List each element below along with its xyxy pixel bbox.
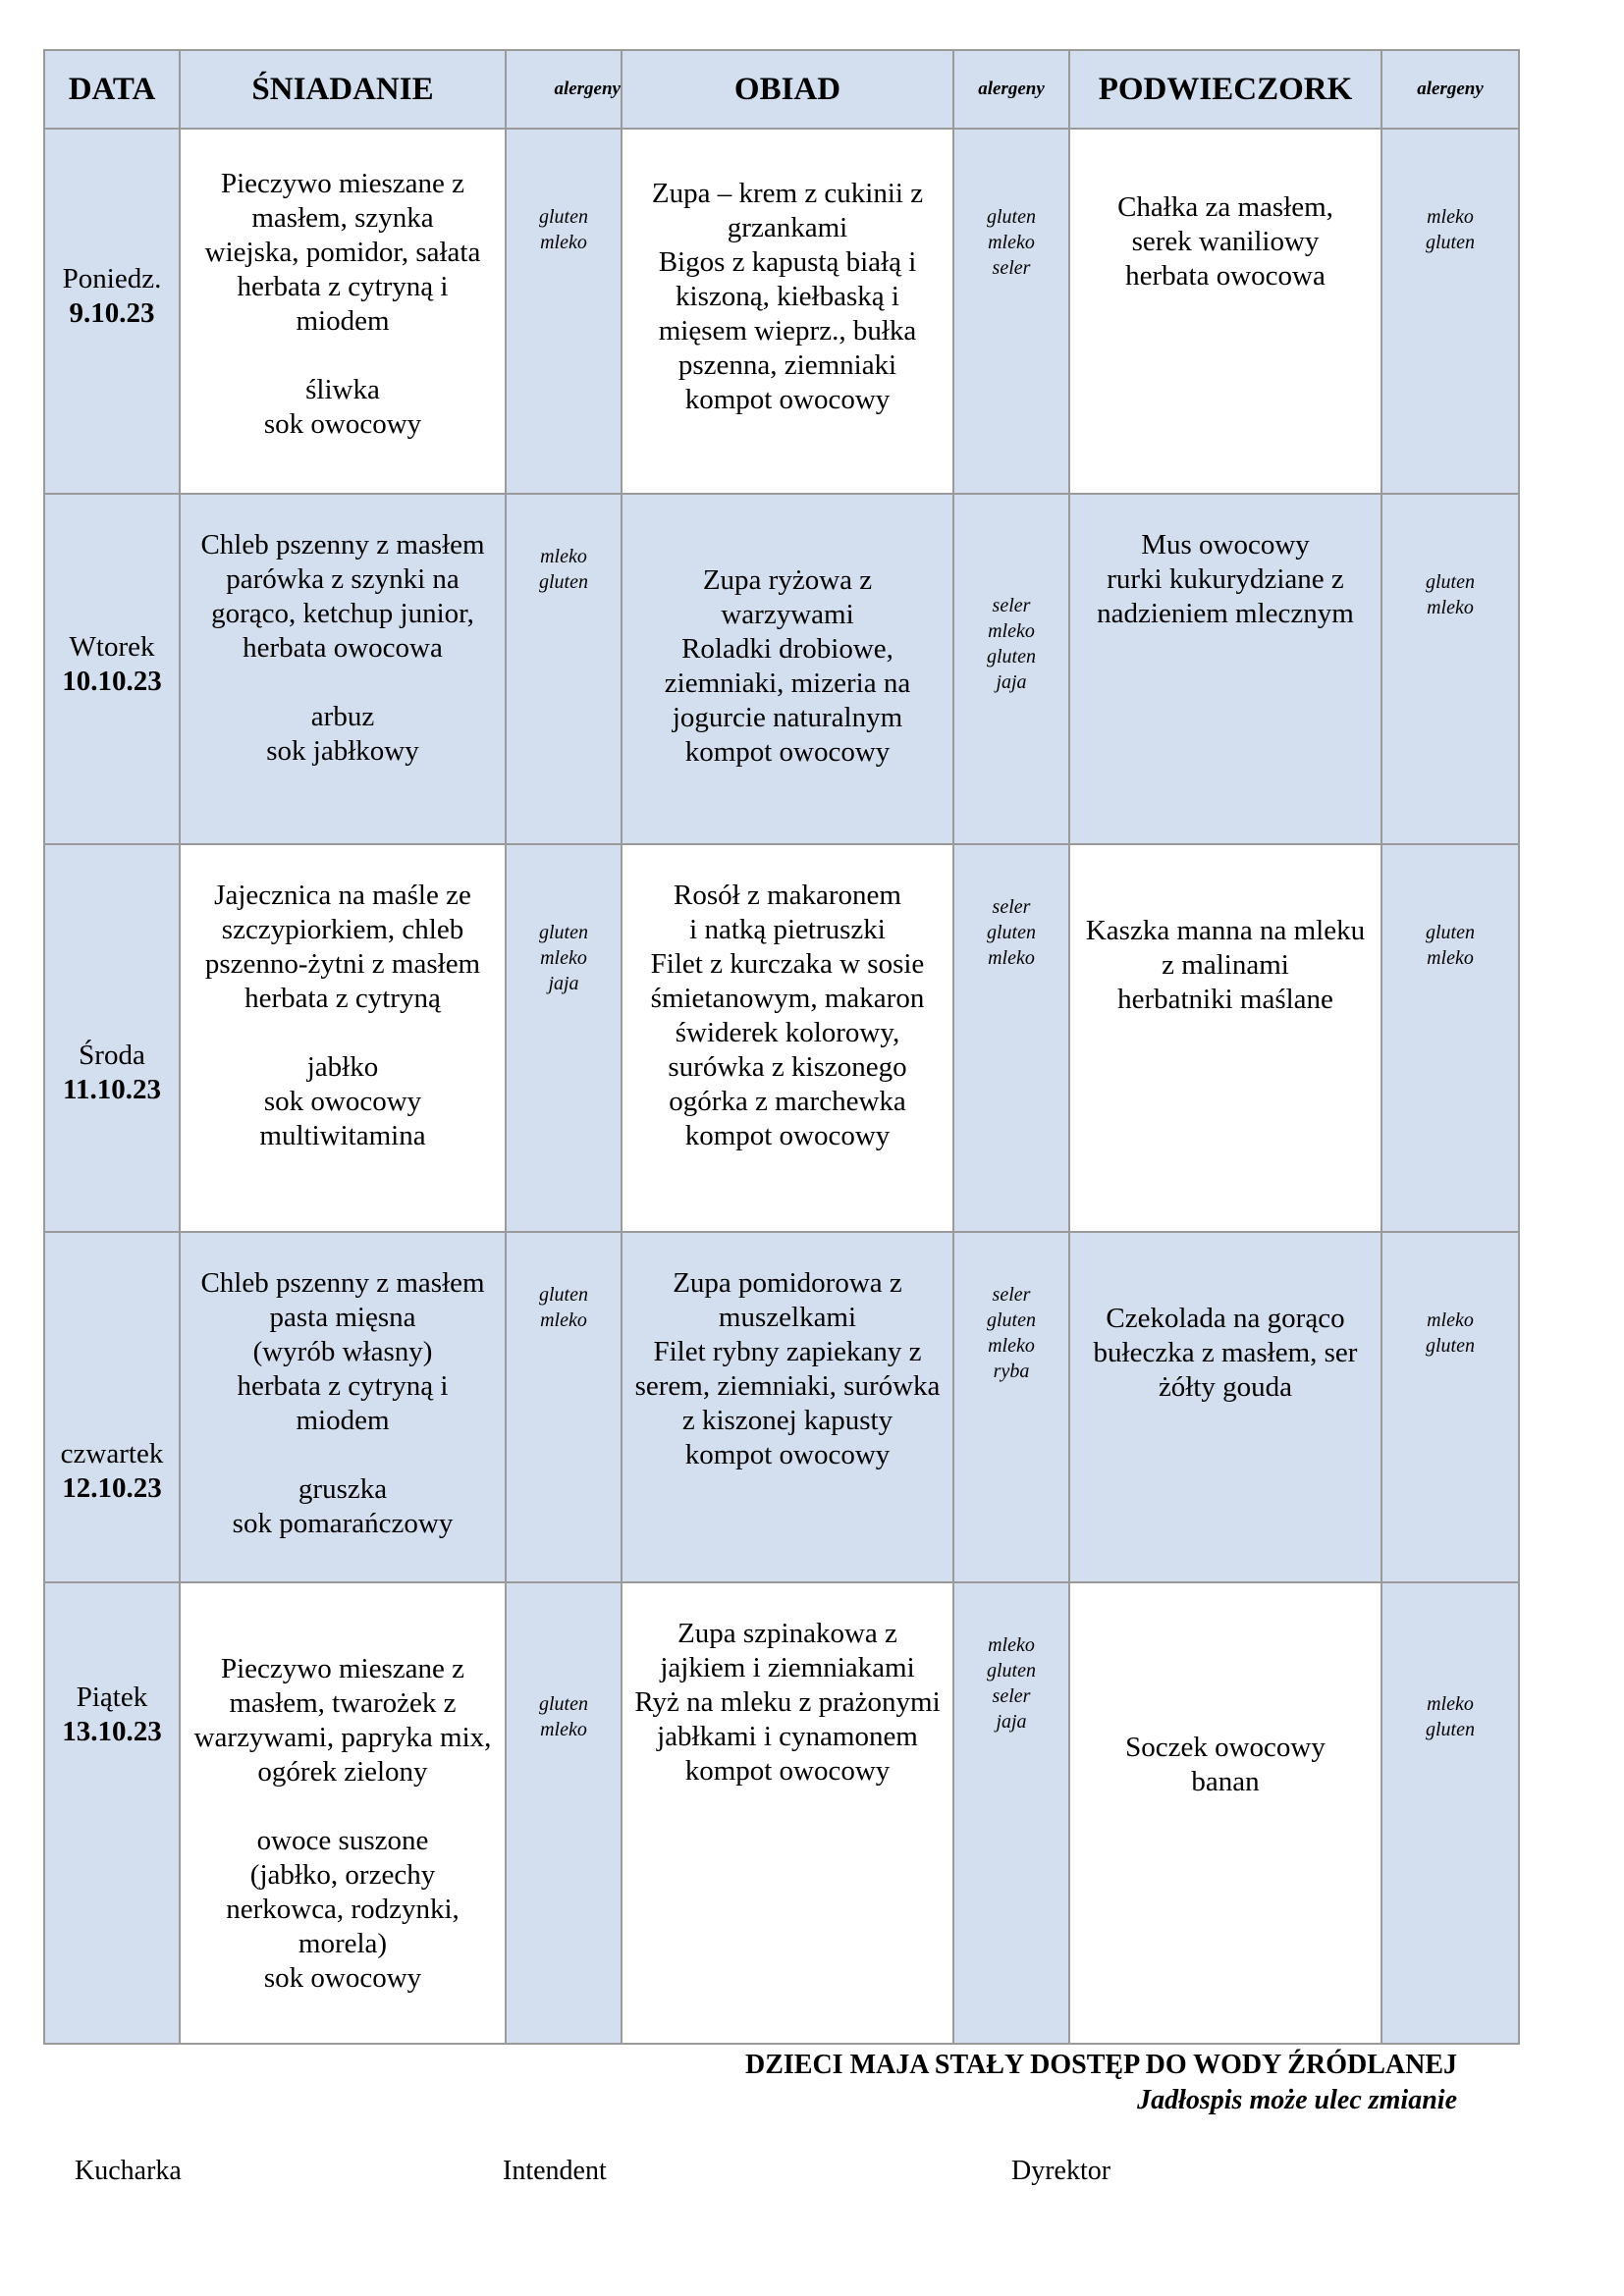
menu-table (43, 49, 1520, 2045)
snack-cell: Kaszka manna na mleku z malinami herbatniki maślane (1069, 844, 1381, 1232)
day-row-tuesday (44, 494, 1519, 844)
header-breakfast-allergens: alergeny (506, 50, 622, 129)
signature-director: Dyrektor (1011, 2156, 1111, 2186)
breakfast-cell: Chleb pszenny z masłem parówka z szynki na gorąco, ketchup junior, herbata owocowa arbuz sok jabłkowy (180, 494, 506, 844)
snack-cell: Chałka za masłem, serek waniliowy herbata owocowa (1069, 129, 1381, 494)
breakfast-allergens-cell: gluten mleko (506, 1582, 622, 2044)
breakfast-cell: Jajecznica na maśle ze szczypiorkiem, chleb pszenno-żytni z masłem herbata z cytryną jabłko sok owocowy multiwitamina (180, 844, 506, 1232)
lunch-cell: Zupa pomidorowa z muszelkami Filet rybny zapiekany z serem, ziemniaki, surówka z kiszonej kapusty kompot owocowy (622, 1232, 953, 1582)
breakfast-allergens-cell: mleko gluten (506, 494, 622, 844)
lunch-allergens-cell: seler mleko gluten jaja (953, 494, 1069, 844)
breakfast-allergens-cell: gluten mleko (506, 129, 622, 494)
day-date: 10.10.23 (62, 665, 162, 697)
header-snack: PODWIECZORK (1069, 50, 1381, 129)
day-name: czwartek (60, 1437, 164, 1469)
lunch-allergens-cell: seler gluten mleko ryba (953, 1232, 1069, 1582)
header-date: DATA (44, 50, 180, 129)
breakfast-allergens-cell: gluten mleko jaja (506, 844, 622, 1232)
date-cell (44, 1582, 180, 2044)
breakfast-cell: Chleb pszenny z masłem pasta mięsna (wyrób własny) herbata z cytryną i miodem gruszka sok pomarańczowy (180, 1232, 506, 1582)
snack-allergens-cell: mleko gluten (1381, 1582, 1519, 2044)
day-date: 13.10.23 (62, 1716, 162, 1747)
date-cell (44, 844, 180, 1232)
header-breakfast: ŚNIADANIE (180, 50, 506, 129)
day-row-wednesday (44, 844, 1519, 1232)
day-name: Wtorek (69, 630, 155, 663)
snack-allergens-cell: mleko gluten (1381, 1232, 1519, 1582)
breakfast-cell: Pieczywo mieszane z masłem, szynka wiejska, pomidor, sałata herbata z cytryną i miodem śliwka sok owocowy (180, 129, 506, 494)
snack-cell: Soczek owocowy banan (1069, 1582, 1381, 2044)
lunch-cell: Zupa ryżowa z warzywami Roladki drobiowe, ziemniaki, mizeria na jogurcie naturalnym kompot owocowy (622, 494, 953, 844)
lunch-cell: Zupa szpinakowa z jajkiem i ziemniakami Ryż na mleku z prażonymi jabłkami i cynamonem kompot owocowy (622, 1582, 953, 2044)
lunch-allergens-cell: mleko gluten seler jaja (953, 1582, 1069, 2044)
snack-cell: Mus owocowy rurki kukurydziane z nadzieniem mlecznym (1069, 494, 1381, 844)
day-row-friday (44, 1582, 1519, 2044)
lunch-cell: Zupa – krem z cukinii z grzankami Bigos z kapustą białą i kiszoną, kiełbaską i mięsem wieprz., bułka pszenna, ziemniaki kompot owocowy (622, 129, 953, 494)
day-name: Piątek (76, 1682, 148, 1713)
lunch-cell: Rosół z makaronem i natką pietruszki Filet z kurczaka w sosie śmietanowym, makaron świderek kolorowy, surówka z kiszonego ogórka z marchewka kompot owocowy (622, 844, 953, 1232)
lunch-allergens-cell: gluten mleko seler (953, 129, 1069, 494)
day-name: Środa (79, 1039, 145, 1071)
header-snack-allergens: alergeny (1381, 50, 1519, 129)
change-note: Jadłospis może ulec zmianie (1137, 2085, 1457, 2115)
snack-allergens-cell: gluten mleko (1381, 494, 1519, 844)
notes (43, 2048, 1457, 2118)
snack-allergens-cell: gluten mleko (1381, 844, 1519, 1232)
date-cell (44, 129, 180, 494)
day-date: 11.10.23 (63, 1073, 161, 1105)
signature-steward: Intendent (503, 2156, 607, 2186)
date-cell (44, 1232, 180, 1582)
header-row (44, 50, 1519, 129)
day-row-monday (44, 129, 1519, 494)
lunch-allergens-cell: seler gluten mleko (953, 844, 1069, 1232)
date-cell (44, 494, 180, 844)
breakfast-allergens-cell: gluten mleko (506, 1232, 622, 1582)
header-lunch-allergens: alergeny (953, 50, 1069, 129)
snack-allergens-cell: mleko gluten (1381, 129, 1519, 494)
day-date: 9.10.23 (69, 297, 155, 329)
snack-cell: Czekolada na gorąco bułeczka z masłem, ser żółty gouda (1069, 1232, 1381, 1582)
header-lunch: OBIAD (622, 50, 953, 129)
day-row-thursday (44, 1232, 1519, 1582)
water-note: DZIECI MAJA STAŁY DOSTĘP DO WODY ŹRÓDLANEJ (744, 2050, 1457, 2080)
signature-cook: Kucharka (75, 2156, 182, 2186)
day-name: Poniedz. (62, 263, 162, 294)
breakfast-cell: Pieczywo mieszane z masłem, twarożek z warzywami, papryka mix, ogórek zielony owoce suszone (jabłko, orzechy nerkowca, rodzynki, morela) sok owocowy (180, 1582, 506, 2044)
day-date: 12.10.23 (62, 1471, 162, 1504)
